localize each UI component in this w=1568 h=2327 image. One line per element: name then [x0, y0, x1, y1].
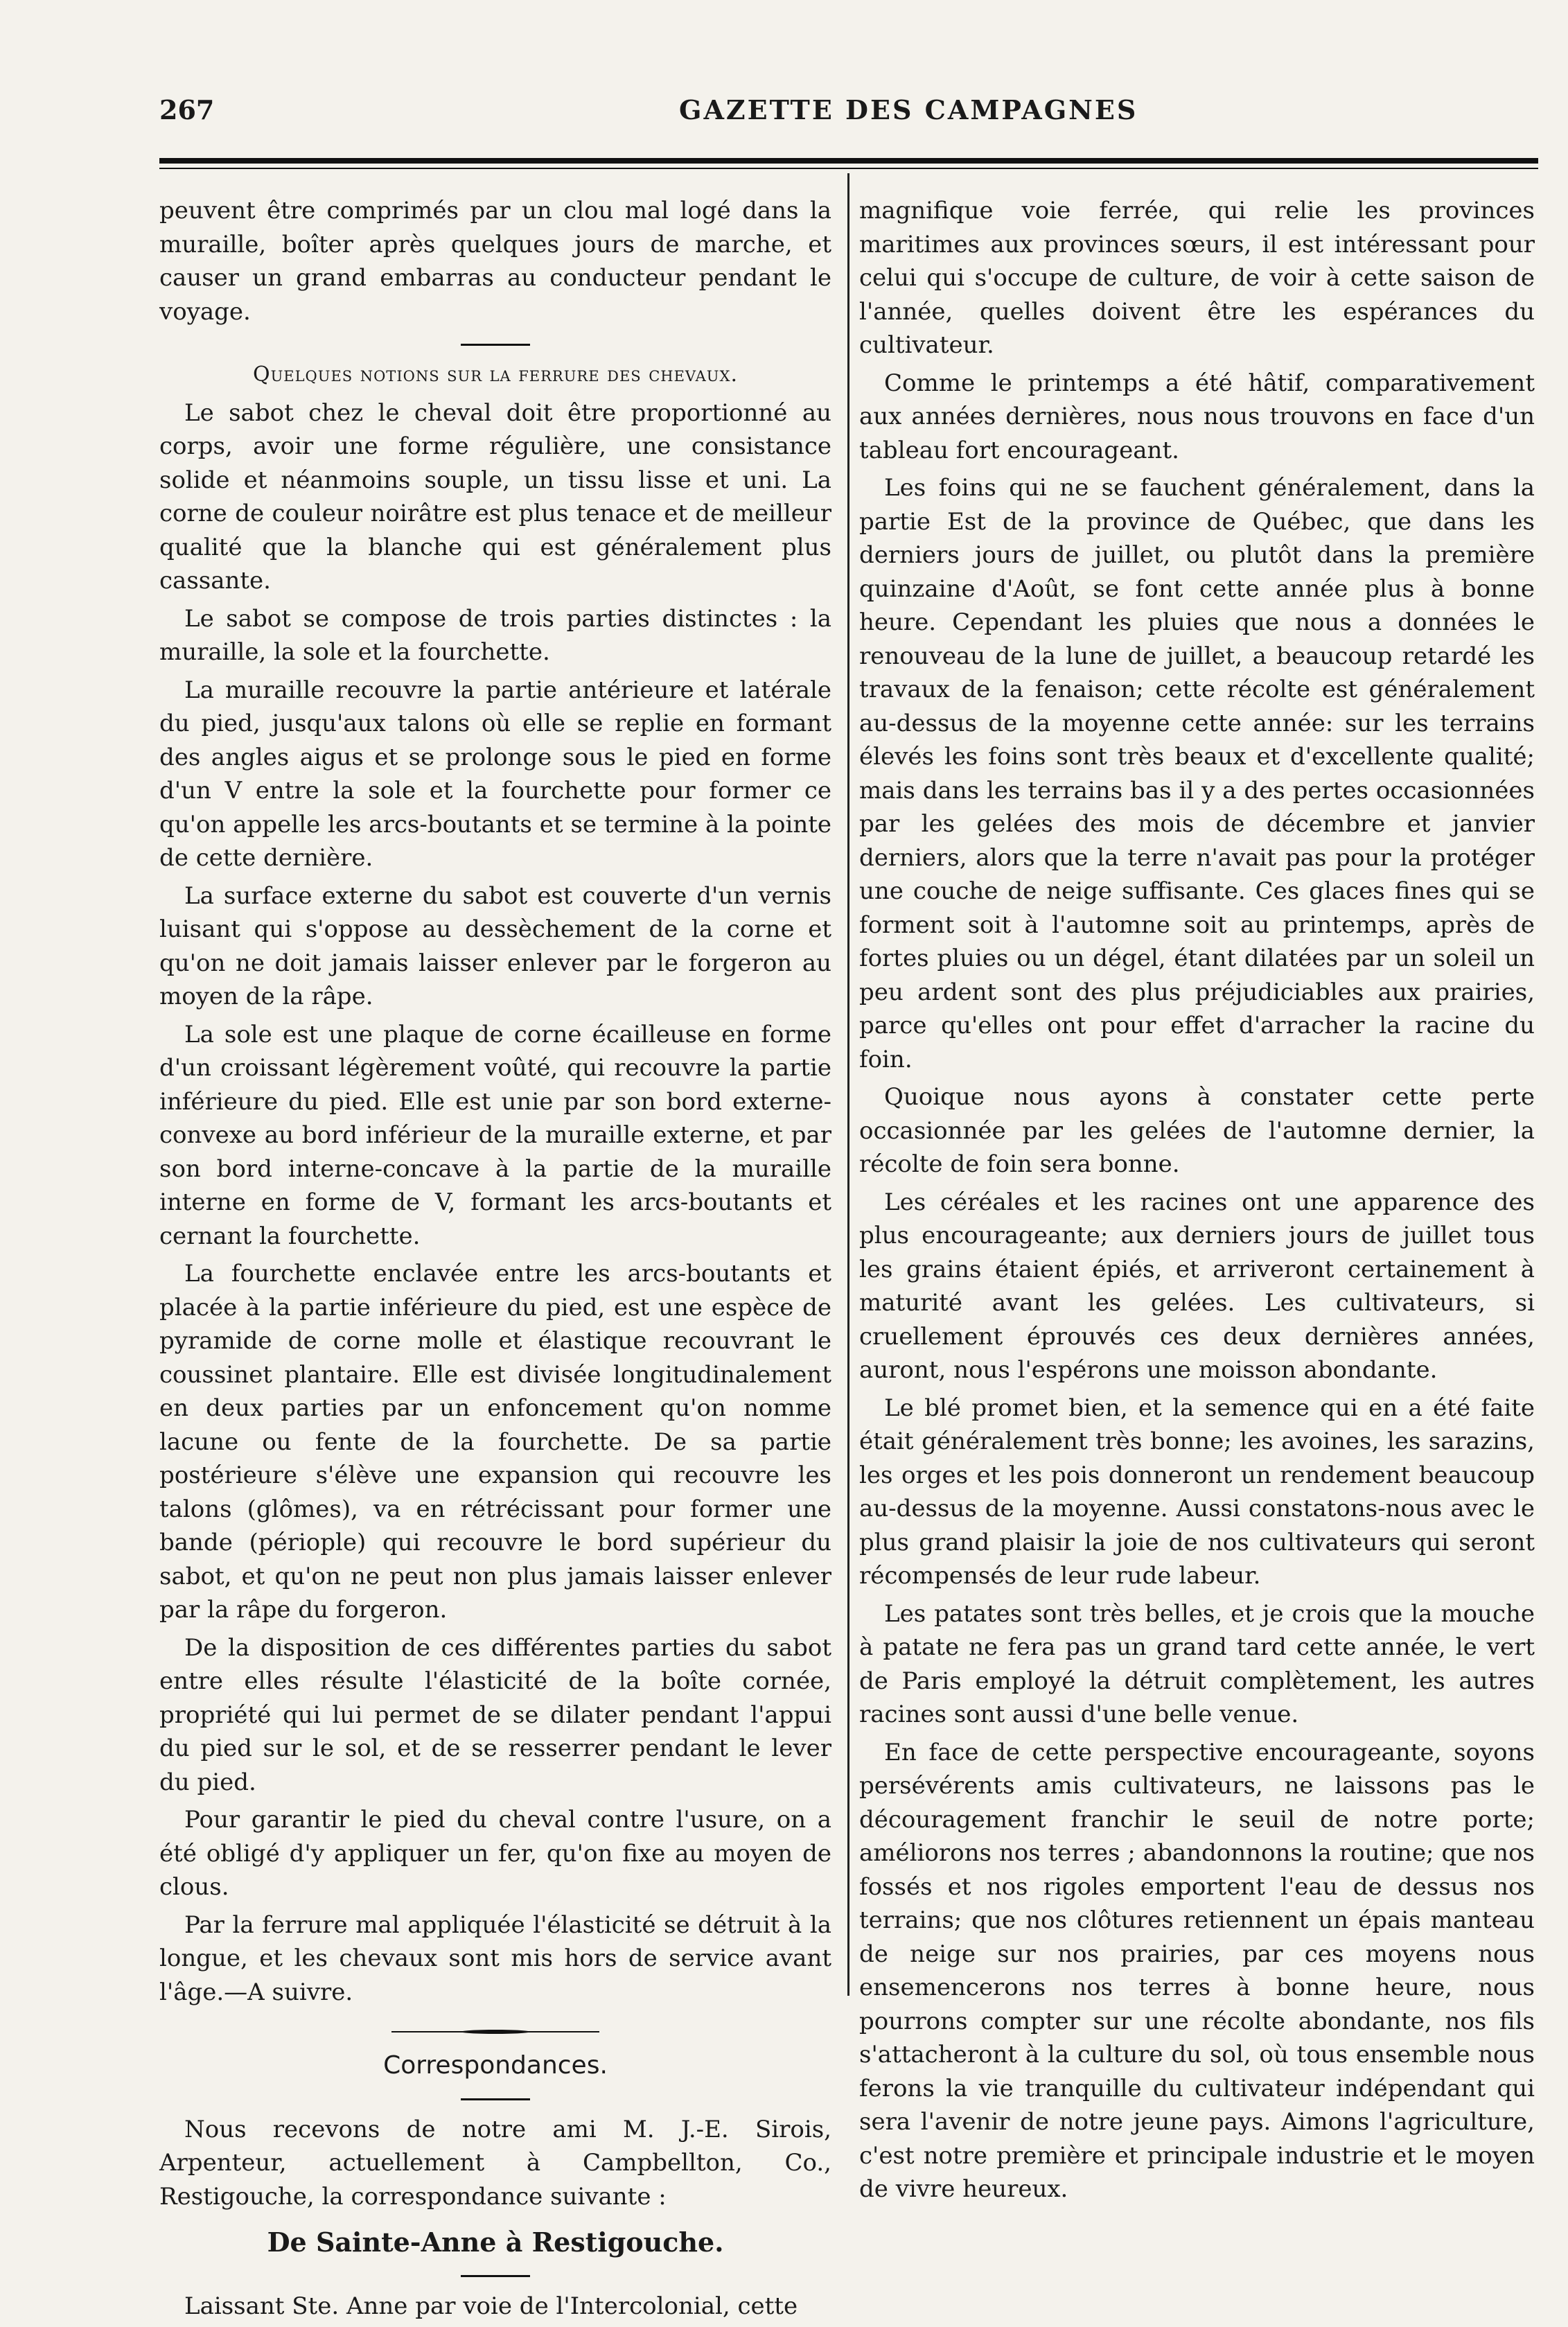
- paragraph: Le sabot se compose de trois parties distinctes : la muraille, la sole et la fourchette.: [159, 604, 831, 666]
- paragraph: Le sabot chez le cheval doit être proportionné au corps, avoir une forme régulière, une consistance solide et néanmoins souple, un tissu lisse et uni. La corne de couleur noirâtre est plus tenace et de meilleur qualité que la blanche qui est généralement plus cassante.: [159, 398, 831, 595]
- header-rule-thin: [159, 168, 1538, 169]
- header-rule-thick: [159, 158, 1538, 164]
- correspondence-subtitle: De Sainte-Anne à Restigouche.: [267, 2227, 724, 2258]
- paragraph: Nous recevons de notre ami M. J.-E. Sirois, Arpenteur, actuellement à Campbellton, Co., Restigouche, la correspondance suivante :: [159, 2115, 831, 2211]
- paragraph: Les foins qui ne se fauchent généralement, dans la partie Est de la province de Québec, que dans les derniers jours de juillet, ou plutôt dans la première quinzaine d'Août, se font cette année plus à bonne heure. Cependant les pluies que nous a données le renouveau de la lune de juillet, a beaucoup retardé les travaux de la fenaison; cette récolte est généralement au-dessus de la moyenne cette année: sur les terrains élevés les foins sont très beaux et d'excellente qualité; mais dans les terrains bas il y a des pertes occasionnées par les gelées des mois de décembre et janvier derniers, alors que la terre n'avait pas pour la protéger une couche de neige suffisante. Ces glaces fines qui se forment soit à l'automne soit au printemps, après de fortes pluies ou un dégel, étant dilatées par un soleil un peu ardent sont des plus préjudiciables aux prairies, parce qu'elles ont pour effet d'arracher la racine du foin.: [859, 474, 1535, 1073]
- paragraph: La fourchette enclavée entre les arcs-boutants et placée à la partie inférieure du pied, est une espèce de pyramide de corne molle et élastique recouvrant le coussinet plantaire. Elle est divisée longitudinalement en deux parties par un enfoncement qu'on nomme lacune ou fente de la fourchette. De sa partie postérieure s'élève une expansion qui recouvre les talons (glômes), va en rétrécissant pour former une bande (périople) qui recouvre le bord supérieur du sabot, et qu'on ne peut non plus jamais laisser enlever par la râpe du forgeron.: [159, 1260, 831, 1624]
- paragraph: Pour garantir le pied du cheval contre l'usure, on a été obligé d'y appliquer un fer, qu'on fixe au moyen de clous.: [159, 1806, 831, 1901]
- right-column: [859, 194, 1535, 2211]
- separator-rule: [461, 2098, 530, 2100]
- page-header: [159, 90, 1538, 132]
- section-title: Quelques notions sur la ferrure des chevaux.: [252, 362, 738, 387]
- paragraph: La surface externe du sabot est couverte d'un vernis luisant qui s'oppose au dessèchement de la corne et qu'on ne doit jamais laisser enlever par le forgeron au moyen de la râpe.: [159, 881, 831, 1010]
- paragraph: Les patates sont très belles, et je crois que la mouche à patate ne fera pas un grand tard cette année, le vert de Paris employé la détruit complètement, les autres racines sont aussi d'une belle venue.: [859, 1599, 1535, 1728]
- paragraph: De la disposition de ces différentes parties du sabot entre elles résulte l'élasticité de la boîte cornée, propriété qui lui permet de se dilater pendant l'appui du pied sur le sol, et de se resserrer pendant le lever du pied.: [159, 1633, 831, 1796]
- paragraph: Comme le printemps a été hâtif, comparativement aux années dernières, nous nous trouvons en face d'un tableau fort encourageant.: [859, 369, 1535, 464]
- paragraph: En face de cette perspective encourageante, soyons persévérents amis cultivateurs, ne laissons pas le découragement franchir le seuil de notre porte; améliorons nos terres ; abandonnons la routine; que nos fossés et nos rigoles emportent l'eau de dessus nos terrains; que nos clôtures retiennent un épais manteau de neige sur nos prairies, par ces moyens nous ensemencerons nos terres à bonne heure, nous pourrons compter sur une récolte abondante, nos fils s'attacheront à la culture du sol, où tous ensemble nous ferons la vie tranquille du cultivateur indépendant qui sera l'avenir de notre jeune pays. Aimons l'agriculture, c'est notre première et principale industrie et le moyen de vivre heureux.: [859, 1738, 1535, 2203]
- newspaper-title: GAZETTE DES CAMPAGNES: [679, 94, 1138, 125]
- paragraph: peuvent être comprimés par un clou mal logé dans la muraille, boîter après quelques jours de marche, et causer un grand embarras au conducteur pendant le voyage.: [159, 197, 831, 326]
- paragraph: La muraille recouvre la partie antérieure et latérale du pied, jusqu'aux talons où elle se replie en formant des angles aigus et se prolonge sous le pied en forme d'un V entre la sole et la fourchette pour former ce qu'on appelle les arcs-boutants et se termine à la pointe de cette dernière.: [159, 676, 831, 872]
- paragraph: Par la ferrure mal appliquée l'élasticité se détruit à la longue, et les chevaux sont mis hors de service avant l'âge.—A suivre.: [159, 1911, 831, 2006]
- page-number: 267: [159, 94, 215, 125]
- column-divider: [847, 173, 849, 1996]
- paragraph: Les céréales et les racines ont une apparence des plus encourageante; aux derniers jours de juillet tous les grains étaient épiés, et arriveront certainement à maturité avant les gelées. Les cultivateurs, si cruellement éprouvés ces deux dernières années, auront, nous l'espérons une moisson abondante.: [859, 1188, 1535, 1384]
- paragraph: Laissant Ste. Anne par voie de l'Intercolonial, cette: [184, 2292, 798, 2320]
- separator-rule: [461, 344, 530, 346]
- left-column: [159, 194, 831, 2327]
- paragraph: magnifique voie ferrée, qui relie les provinces maritimes aux provinces sœurs, il est intéressant pour celui qui s'occupe de culture, de voir à cette saison de l'année, quelles doivent être les espérances du cultivateur.: [859, 197, 1535, 359]
- paragraph: La sole est une plaque de corne écailleuse en forme d'un croissant légèrement voûté, qui recouvre la partie inférieure du pied. Elle est unie par son bord externe-convexe au bord inférieur de la muraille externe, et par son bord interne-concave à la partie de la muraille interne en forme de V, formant les arcs-boutants et cernant la fourchette.: [159, 1020, 831, 1250]
- ornamental-rule: [391, 2030, 599, 2034]
- paragraph: Le blé promet bien, et la semence qui en a été faite était généralement très bonne; les avoines, les sarazins, les orges et les pois donneront un rendement beaucoup au-dessus de la moyenne. Aussi constatons-nous avec le plus grand plaisir la joie de nos cultivateurs qui seront récompensés de leur rude labeur.: [859, 1394, 1535, 1590]
- correspondence-title: Correspondances.: [383, 2051, 608, 2080]
- separator-rule: [461, 2275, 530, 2277]
- paragraph: Quoique nous ayons à constater cette perte occasionnée par les gelées de l'automne dernier, la récolte de foin sera bonne.: [859, 1083, 1535, 1178]
